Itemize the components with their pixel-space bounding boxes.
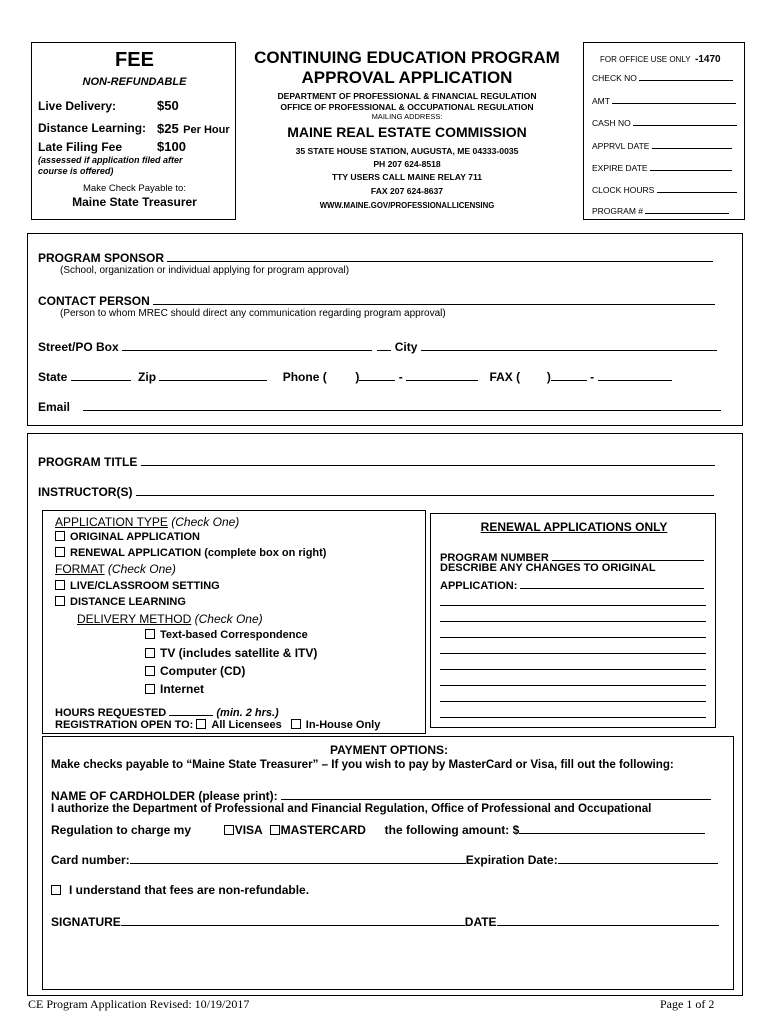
fax-number-field[interactable]: [598, 368, 672, 381]
phone-area-field[interactable]: [359, 368, 395, 381]
office-field-line[interactable]: [652, 140, 732, 149]
footer-revised: CE Program Application Revised: 10/19/2017: [28, 997, 250, 1011]
original-application-label: ORIGINAL APPLICATION: [70, 531, 200, 543]
program-sponsor-note: (School, organization or individual applying for program approval): [60, 265, 350, 276]
office-field-line[interactable]: [645, 205, 729, 214]
renewal-application-option[interactable]: [55, 547, 326, 559]
visa-checkbox[interactable]: [224, 825, 234, 835]
signature-row: [51, 913, 719, 929]
phone-label: Phone: [282, 370, 320, 384]
office-use-title: FOR OFFICE USE ONLY: [600, 55, 691, 64]
street-field[interactable]: [122, 338, 372, 351]
application-type-box: [42, 510, 426, 734]
hours-requested-label: HOURS REQUESTED: [55, 707, 167, 719]
nonrefundable-label: I understand that fees are non-refundable.: [69, 883, 310, 897]
describe-line[interactable]: [440, 605, 706, 607]
late-fee-label: Late Filing Fee: [38, 140, 123, 154]
card-number-field[interactable]: [130, 851, 466, 864]
mastercard-checkbox[interactable]: [270, 825, 280, 835]
street-address: 35 STATE HOUSE STATION, AUGUSTA, ME 04333-0035: [295, 146, 519, 156]
instructors-field[interactable]: [136, 483, 714, 496]
renewal-title: RENEWAL APPLICATIONS ONLY: [480, 520, 668, 534]
commission-name: MAINE REAL ESTATE COMMISSION: [287, 124, 527, 140]
live-classroom-option[interactable]: [55, 580, 220, 592]
email-label: Email: [38, 400, 71, 414]
website: WWW.MAINE.GOV/PROFESSIONALLICENSING: [319, 201, 495, 210]
program-number-label: PROGRAM NUMBER: [440, 552, 549, 564]
form-title-line2: APPROVAL APPLICATION: [301, 68, 513, 87]
regulation-charge-label: Regulation to charge my: [51, 823, 192, 837]
format-check-one: (Check One): [107, 562, 176, 576]
describe-changes-line2: APPLICATION:: [440, 580, 518, 592]
cardholder-label: NAME OF CARDHOLDER (please print):: [51, 789, 278, 803]
tv-option[interactable]: [145, 646, 317, 660]
office-field-line[interactable]: [657, 184, 737, 193]
state-label: State: [38, 370, 68, 384]
fax-label: FAX: [489, 370, 513, 384]
city-field[interactable]: [421, 338, 717, 351]
office-field-line[interactable]: [633, 117, 737, 126]
program-title-row: [38, 453, 715, 469]
program-sponsor-field[interactable]: [167, 249, 713, 262]
computer-checkbox[interactable]: [145, 666, 155, 676]
city-label: City: [394, 340, 418, 354]
tv-checkbox[interactable]: [145, 648, 155, 658]
card-number-row: [51, 851, 718, 867]
contact-person-note: (Person to whom MREC should direct any communication regarding program approval): [60, 308, 446, 319]
fax-dash: -: [590, 370, 595, 384]
payment-title: PAYMENT OPTIONS:: [329, 743, 448, 757]
program-number-field[interactable]: [552, 548, 704, 561]
live-delivery-label: Live Delivery:: [38, 99, 117, 113]
office-field-program-no: [592, 205, 729, 216]
contact-person-row: [38, 292, 715, 308]
state-zip-phone-row: [38, 368, 672, 384]
visa-label: VISA: [234, 823, 263, 837]
application-type-heading: [55, 515, 239, 529]
amount-label: the following amount: $: [384, 823, 520, 837]
describe-line[interactable]: [440, 717, 706, 719]
cardholder-row: [51, 787, 711, 803]
distance-learning-checkbox[interactable]: [55, 596, 65, 606]
text-based-checkbox[interactable]: [145, 629, 155, 639]
office-field-expire-date: [592, 162, 732, 173]
program-title-label: PROGRAM TITLE: [38, 455, 138, 469]
email-field[interactable]: [83, 398, 721, 411]
internet-label: Internet: [160, 682, 205, 696]
expiration-label: Expiration Date:: [465, 853, 558, 867]
mastercard-label: MASTERCARD: [280, 823, 366, 837]
office-field-label: AMT: [592, 96, 610, 106]
describe-line[interactable]: [440, 669, 706, 671]
program-sponsor-label: PROGRAM SPONSOR: [38, 251, 165, 265]
office-use-header: [600, 49, 721, 67]
state-field[interactable]: [71, 368, 131, 381]
internet-checkbox[interactable]: [145, 684, 155, 694]
live-delivery-row: [38, 99, 116, 113]
nonrefundable-checkbox[interactable]: [51, 885, 61, 895]
street-label: Street/PO Box: [38, 340, 119, 354]
email-row: [38, 398, 721, 414]
office-field-check-no: [592, 72, 733, 83]
office-name: OFFICE OF PROFESSIONAL & OCCUPATIONAL REGULATION: [280, 102, 534, 112]
renewal-application-label: RENEWAL APPLICATION (complete box on right): [70, 547, 327, 559]
describe-line[interactable]: [440, 653, 706, 655]
live-delivery-amount: $50: [157, 98, 179, 113]
application-type-check-one: (Check One): [171, 515, 240, 529]
hours-requested-note: (min. 2 hrs.): [216, 707, 279, 719]
hours-requested-row: [55, 703, 279, 719]
program-title-field[interactable]: [141, 453, 715, 466]
office-field-label: EXPIRE DATE: [592, 163, 648, 173]
mailing-address-label: MAILING ADDRESS:: [371, 112, 443, 121]
office-field-amt: [592, 95, 736, 106]
original-application-option[interactable]: [55, 531, 200, 543]
payment-instructions: Make checks payable to “Maine State Treasurer” – If you wish to pay by MasterCard or Visa, fill out the following:: [51, 758, 674, 771]
application-type-label: APPLICATION TYPE: [55, 515, 168, 529]
authorize-text: I authorize the Department of Professional and Financial Regulation, Office of Professional and Occupational: [51, 802, 652, 815]
fax-paren-close: ): [546, 370, 551, 384]
payable-to-label: Make Check Payable to:: [83, 183, 186, 194]
street-city-row: [38, 338, 717, 354]
payable-to: Maine State Treasurer: [72, 195, 197, 209]
office-field-apprvl-date: [592, 140, 732, 151]
format-heading: [55, 562, 176, 576]
hours-requested-field[interactable]: [169, 703, 213, 716]
form-title-line1: CONTINUING EDUCATION PROGRAM: [254, 48, 560, 67]
distance-learning-unit: Per Hour: [183, 124, 230, 136]
text-based-option[interactable]: [145, 629, 308, 641]
live-classroom-checkbox[interactable]: [55, 580, 65, 590]
nonrefundable-row[interactable]: [51, 883, 309, 897]
describe-line[interactable]: [440, 637, 706, 639]
fax-area-field[interactable]: [551, 368, 587, 381]
phone-dash: -: [398, 370, 403, 384]
tty-info: TTY USERS CALL MAINE RELAY 711: [331, 172, 483, 182]
in-house-checkbox[interactable]: [291, 719, 301, 729]
delivery-method-check-one: (Check One): [194, 612, 263, 626]
date-label: DATE: [464, 915, 497, 929]
zip-label: Zip: [138, 370, 157, 384]
live-classroom-label: LIVE/CLASSROOM SETTING: [70, 580, 220, 592]
charge-row: [51, 821, 705, 837]
all-licensees-label: All Licensees: [211, 719, 282, 731]
format-label: FORMAT: [55, 562, 105, 576]
office-field-line[interactable]: [639, 72, 733, 81]
renewal-box: [430, 513, 716, 728]
footer-page-number: Page 1 of 2: [660, 997, 715, 1011]
date-field[interactable]: [497, 913, 719, 926]
fee-box: [31, 42, 236, 220]
amount-field[interactable]: [519, 821, 705, 834]
department-name: DEPARTMENT OF PROFESSIONAL & FINANCIAL REGULATION: [277, 91, 537, 101]
office-field-label: CHECK NO: [592, 73, 637, 83]
street-field-extra[interactable]: [377, 338, 391, 351]
payment-box: [42, 736, 734, 990]
delivery-method-label: DELIVERY METHOD: [77, 612, 192, 626]
text-based-label: Text-based Correspondence: [160, 629, 308, 641]
card-number-label: Card number:: [51, 853, 130, 867]
office-field-label: CLOCK HOURS: [592, 185, 655, 195]
office-use-code: -1470: [694, 54, 721, 65]
sponsor-section: [27, 233, 743, 426]
tv-label: TV (includes satellite & ITV): [160, 646, 318, 660]
fee-title: FEE: [115, 49, 154, 71]
delivery-method-heading: [77, 612, 263, 626]
signature-label: SIGNATURE: [51, 915, 121, 929]
original-application-checkbox[interactable]: [55, 531, 65, 541]
describe-line[interactable]: [440, 621, 706, 623]
program-section: [27, 433, 743, 996]
internet-option[interactable]: [145, 682, 204, 696]
in-house-label: In-House Only: [305, 719, 381, 731]
registration-row: [55, 719, 380, 731]
instructors-row: [38, 483, 714, 499]
fax-number: FAX 207 624-8637: [370, 186, 444, 196]
late-fee-note: (assessed if application filed after course is offered): [38, 155, 183, 176]
describe-changes-line1: DESCRIBE ANY CHANGES TO ORIGINAL: [440, 562, 656, 574]
instructors-label: INSTRUCTOR(S): [38, 485, 133, 499]
office-field-label: APPRVL DATE: [592, 141, 650, 151]
phone-number-field[interactable]: [406, 368, 478, 381]
office-field-label: PROGRAM #: [592, 206, 644, 216]
all-licensees-checkbox[interactable]: [196, 719, 206, 729]
describe-line[interactable]: [440, 685, 706, 687]
late-fee-amount: $100: [157, 139, 186, 154]
phone-paren-close: ): [355, 370, 360, 384]
expiration-field[interactable]: [558, 851, 718, 864]
distance-learning-option[interactable]: [55, 596, 186, 608]
distance-learning-amount: $25: [157, 121, 179, 136]
office-field-cash-no: [592, 117, 737, 128]
registration-label: REGISTRATION OPEN TO:: [55, 719, 194, 731]
computer-option[interactable]: [145, 664, 245, 678]
contact-person-field[interactable]: [153, 292, 715, 305]
renewal-application-checkbox[interactable]: [55, 547, 65, 557]
computer-label: Computer (CD): [160, 664, 246, 678]
office-field-line[interactable]: [650, 162, 732, 171]
fee-subtitle: NON-REFUNDABLE: [82, 76, 187, 88]
describe-changes-row: [440, 576, 704, 592]
describe-line[interactable]: [440, 701, 706, 703]
distance-learning-amount-row: [157, 120, 230, 138]
phone-paren-open: (: [322, 370, 327, 384]
office-use-box: [583, 42, 745, 220]
zip-field[interactable]: [159, 368, 267, 381]
signature-field[interactable]: [121, 913, 465, 926]
office-field-line[interactable]: [612, 95, 736, 104]
cardholder-field[interactable]: [281, 787, 711, 800]
describe-changes-field[interactable]: [520, 576, 704, 589]
fax-paren-open: (: [516, 370, 521, 384]
contact-person-label: CONTACT PERSON: [38, 294, 150, 308]
program-sponsor-row: [38, 249, 713, 265]
phone-number: PH 207 624-8518: [373, 159, 441, 169]
office-field-label: CASH NO: [592, 118, 631, 128]
distance-learning-format-label: DISTANCE LEARNING: [70, 596, 186, 608]
distance-learning-label: Distance Learning:: [38, 121, 147, 135]
office-field-clock-hours: [592, 184, 737, 195]
